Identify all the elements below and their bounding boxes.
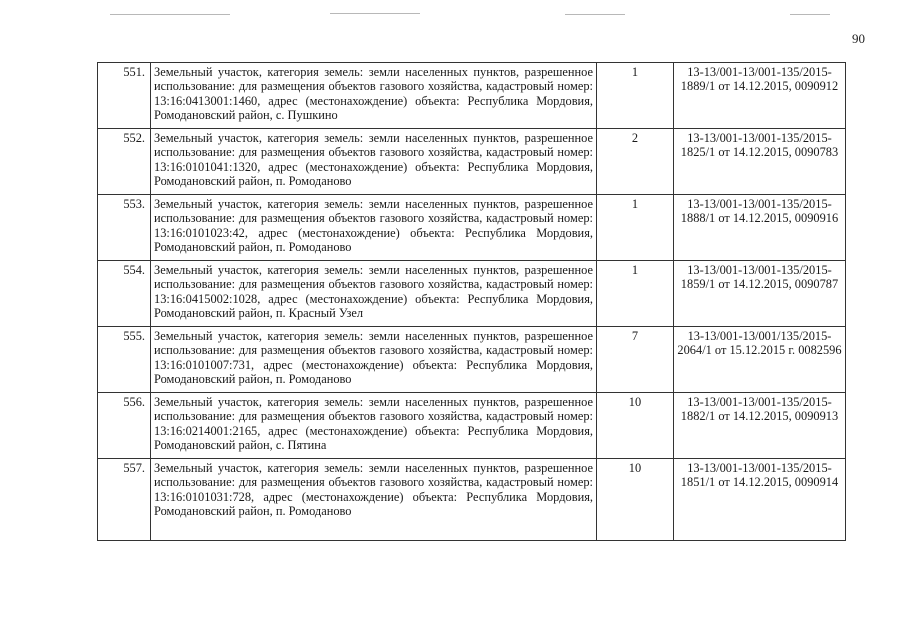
row-quantity: 10: [597, 459, 674, 541]
table-row: [98, 63, 846, 129]
row-quantity: 1: [597, 261, 674, 327]
row-number: 555.: [98, 327, 151, 393]
row-number: 553.: [98, 195, 151, 261]
row-registration: 13-13/001-13/001-135/2015-1825/1 от 14.12.2015, 0090783: [674, 129, 846, 195]
table-row: [98, 261, 846, 327]
table-row: [98, 327, 846, 393]
row-registration: 13-13/001-13/001-135/2015-1888/1 от 14.12.2015, 0090916: [674, 195, 846, 261]
row-description: Земельный участок, категория земель: земли населенных пунктов, разрешенное использование: для размещения объектов газового хозяйства, кадастровый номер: 13:16:0101023:42, адрес (местонахождение) объекта: Республика Мордовия, Ромодановский район, п. Ромоданово: [151, 195, 597, 261]
row-number: 556.: [98, 393, 151, 459]
scan-artifact-top: [110, 14, 230, 15]
row-registration: 13-13/001-13/001-135/2015-1851/1 от 14.12.2015, 0090914: [674, 459, 846, 541]
row-registration: 13-13/001-13/001/135/2015-2064/1 от 15.12.2015 г. 0082596: [674, 327, 846, 393]
page-number: 90: [852, 31, 865, 46]
row-registration: 13-13/001-13/001-135/2015-1882/1 от 14.12.2015, 0090913: [674, 393, 846, 459]
scan-artifact-top: [790, 14, 830, 15]
row-description: Земельный участок, категория земель: земли населенных пунктов, разрешенное использование: для размещения объектов газового хозяйства, кадастровый номер: 13:16:0214001:2165, адрес (местонахождение) объекта: Республика Мордовия, Ромодановский район, с. Пятина: [151, 393, 597, 459]
row-description: Земельный участок, категория земель: земли населенных пунктов, разрешенное использование: для размещения объектов газового хозяйства, кадастровый номер: 13:16:0413001:1460, адрес (местонахождение) объекта: Республика Мордовия, Ромодановский район, с. Пушкино: [151, 63, 597, 129]
row-description: Земельный участок, категория земель: земли населенных пунктов, разрешенное использование: для размещения объектов газового хозяйства, кадастровый номер: 13:16:0101031:728, адрес (местонахождение) объекта: Республика Мордовия, Ромодановский район, п. Ромоданово: [151, 459, 597, 541]
row-description: Земельный участок, категория земель: земли населенных пунктов, разрешенное использование: для размещения объектов газового хозяйства, кадастровый номер: 13:16:0101041:1320, адрес (местонахождение) объекта: Республика Мордовия, Ромодановский район, п. Ромоданово: [151, 129, 597, 195]
row-quantity: 10: [597, 393, 674, 459]
scan-artifact-top: [565, 14, 625, 15]
registry-table: [97, 62, 846, 541]
row-registration: 13-13/001-13/001-135/2015-1859/1 от 14.12.2015, 0090787: [674, 261, 846, 327]
row-number: 552.: [98, 129, 151, 195]
row-quantity: 7: [597, 327, 674, 393]
table-row: [98, 195, 846, 261]
table-row: [98, 459, 846, 541]
table-row: [98, 393, 846, 459]
scan-artifact-top: [330, 13, 420, 14]
row-description: Земельный участок, категория земель: земли населенных пунктов, разрешенное использование: для размещения объектов газового хозяйства, кадастровый номер: 13:16:0101007:731, адрес (местонахождение) объекта: Республика Мордовия, Ромодановский район, п. Ромоданово: [151, 327, 597, 393]
row-quantity: 2: [597, 129, 674, 195]
row-number: 554.: [98, 261, 151, 327]
row-quantity: 1: [597, 195, 674, 261]
row-quantity: 1: [597, 63, 674, 129]
row-number: 551.: [98, 63, 151, 129]
table-row: [98, 129, 846, 195]
row-number: 557.: [98, 459, 151, 541]
row-registration: 13-13/001-13/001-135/2015-1889/1 от 14.12.2015, 0090912: [674, 63, 846, 129]
row-description: Земельный участок, категория земель: земли населенных пунктов, разрешенное использование: для размещения объектов газового хозяйства, кадастровый номер: 13:16:0415002:1028, адрес (местонахождение) объекта: Республика Мордовия, Ромодановский район, п. Красный Узел: [151, 261, 597, 327]
